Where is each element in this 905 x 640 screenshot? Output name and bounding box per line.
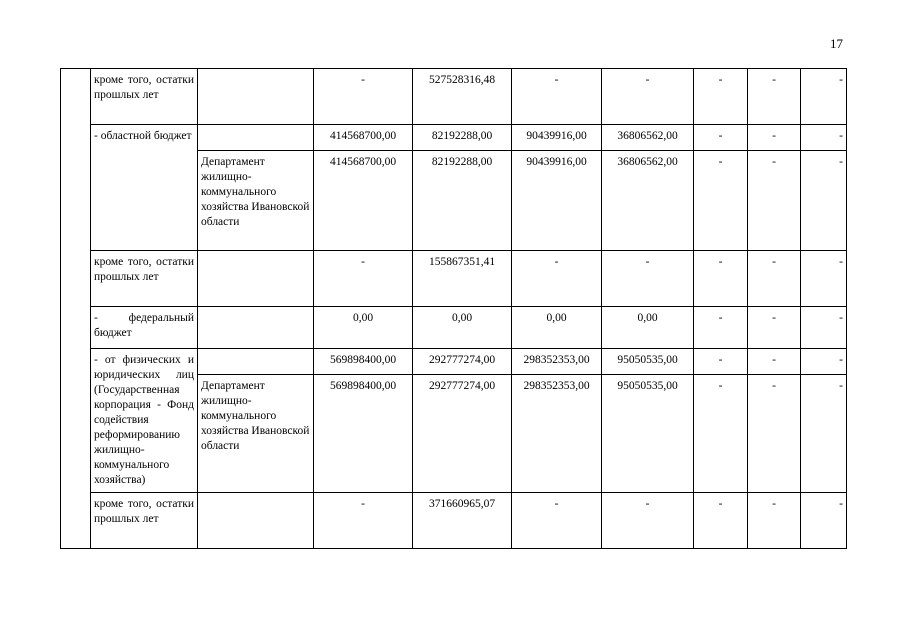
value-cell: -	[748, 151, 801, 251]
value-cell: 82192288,00	[413, 125, 512, 151]
executor-cell: Департамент жилищно-коммунального хозяйства Ивановской области	[198, 375, 314, 493]
value-cell: -	[748, 493, 801, 549]
value-cell: 527528316,48	[413, 69, 512, 125]
value-cell: 0,00	[512, 307, 602, 349]
value-cell: 292777274,00	[413, 375, 512, 493]
row-label: - федеральный бюджет	[91, 307, 198, 349]
value-cell: -	[801, 375, 847, 493]
value-cell: -	[694, 493, 748, 549]
value-cell: 569898400,00	[314, 349, 413, 375]
table-row	[61, 493, 847, 549]
executor-cell	[198, 251, 314, 307]
executor-cell	[198, 307, 314, 349]
value-cell: 155867351,41	[413, 251, 512, 307]
table-row	[61, 307, 847, 349]
value-cell: -	[314, 69, 413, 125]
value-cell: -	[694, 125, 748, 151]
row-label: - областной бюджет	[91, 125, 198, 251]
value-cell: -	[748, 251, 801, 307]
row-label: - от физических и юридических лиц (Государственная корпорация - Фонд содействия реформированию жилищно-коммунального хозяйства)	[91, 349, 198, 493]
value-cell: -	[694, 151, 748, 251]
value-cell: -	[512, 493, 602, 549]
value-cell: -	[512, 251, 602, 307]
value-cell: 414568700,00	[314, 151, 413, 251]
value-cell: -	[801, 151, 847, 251]
table-row	[61, 349, 847, 375]
value-cell: 414568700,00	[314, 125, 413, 151]
value-cell: -	[748, 349, 801, 375]
value-cell: -	[694, 251, 748, 307]
value-cell: 36806562,00	[602, 125, 694, 151]
table-row	[61, 125, 847, 151]
row-label: кроме того, остатки прошлых лет	[91, 251, 198, 307]
value-cell: 95050535,00	[602, 375, 694, 493]
value-cell: -	[314, 493, 413, 549]
value-cell: -	[694, 375, 748, 493]
value-cell: -	[602, 493, 694, 549]
value-cell: 371660965,07	[413, 493, 512, 549]
value-cell: -	[801, 251, 847, 307]
value-cell: 95050535,00	[602, 349, 694, 375]
value-cell: 298352353,00	[512, 349, 602, 375]
value-cell: -	[801, 125, 847, 151]
budget-table	[60, 68, 847, 549]
value-cell: -	[748, 307, 801, 349]
value-cell: -	[694, 69, 748, 125]
value-cell: -	[512, 69, 602, 125]
value-cell: -	[748, 69, 801, 125]
executor-cell	[198, 493, 314, 549]
value-cell: -	[801, 349, 847, 375]
value-cell: -	[801, 493, 847, 549]
row-label: кроме того, остатки прошлых лет	[91, 69, 198, 125]
executor-cell: Департамент жилищно-коммунального хозяйства Ивановской области	[198, 151, 314, 251]
row-label: кроме того, остатки прошлых лет	[91, 493, 198, 549]
value-cell: 90439916,00	[512, 151, 602, 251]
value-cell: 36806562,00	[602, 151, 694, 251]
value-cell: 82192288,00	[413, 151, 512, 251]
value-cell: -	[314, 251, 413, 307]
executor-cell	[198, 69, 314, 125]
value-cell: 90439916,00	[512, 125, 602, 151]
value-cell: 292777274,00	[413, 349, 512, 375]
value-cell: -	[602, 251, 694, 307]
value-cell: -	[801, 69, 847, 125]
number-column-cell	[61, 69, 91, 549]
value-cell: -	[801, 307, 847, 349]
value-cell: -	[602, 69, 694, 125]
executor-cell	[198, 125, 314, 151]
value-cell: 569898400,00	[314, 375, 413, 493]
value-cell: -	[748, 125, 801, 151]
table-row	[61, 251, 847, 307]
value-cell: 0,00	[602, 307, 694, 349]
value-cell: 298352353,00	[512, 375, 602, 493]
value-cell: -	[694, 349, 748, 375]
executor-cell	[198, 349, 314, 375]
value-cell: -	[694, 307, 748, 349]
table-row	[61, 69, 847, 125]
page-number: 17	[830, 36, 843, 51]
value-cell: 0,00	[314, 307, 413, 349]
value-cell: -	[748, 375, 801, 493]
value-cell: 0,00	[413, 307, 512, 349]
